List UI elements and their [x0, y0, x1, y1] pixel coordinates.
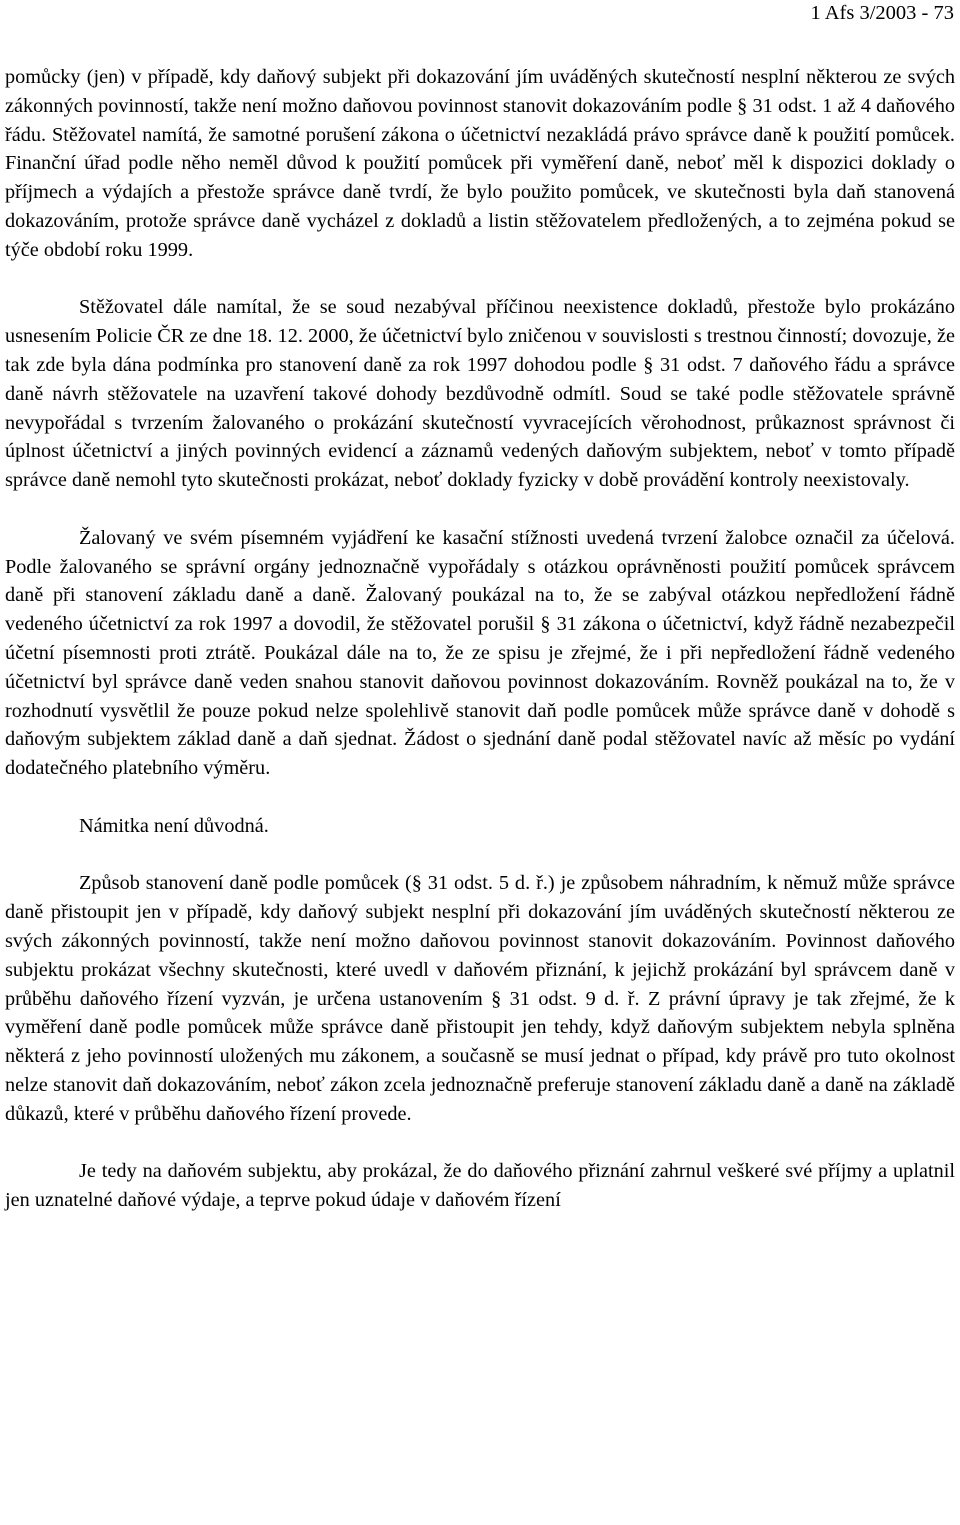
paragraph-1-continuation: pomůcky (jen) v případě, kdy daňový subjekt při dokazování jím uváděných skutečností nesplní některou ze svých zákonných povinností, takže není možno daňovou povinnost stanovit dokazováním podle § 31 odst. 1 až 4 daňového řádu. Stěžovatel namítá, že samotné porušení zákona o účetnictví nezakládá právo správce daně k použití pomůcek. Finanční úřad podle něho neměl důvod k použití pomůcek při vyměření daně, neboť měl k dispozici doklady o příjmech a výdajích a přestože správce daně tvrdí, že bylo použito pomůcek, ve skutečnosti byla daň stanovená dokazováním, protože správce daně vycházel z dokladů a listin stěžovatelem předložených, a to zejména pokud se týče období roku 1999. [5, 66, 955, 261]
paragraph-gap [5, 841, 955, 870]
paragraph-3-respondent-statement: Žalovaný ve svém písemném vyjádření ke kasační stížnosti uvedená tvrzení žalobce označil za účelová. Podle žalovaného se správní orgány jednoznačně vypořádaly s otázkou oprávněnosti použití pomůcek správcem daně při stanovení základu daně a daně. Žalovaný poukázal na to, že se zabýval otázkou nepředložení řádně vedeného účetnictví za rok 1997 a dovodil, že stěžovatel porušil § 31 zákona o účetnictví, když řádně nezabezpečil účetní písemnosti proti ztrátě. Poukázal dále na to, že ze spisu je zřejmé, že i při nepředložení řádně vedeného účetnictví byl správce daně veden snahou stanovit daňovou povinnost dokazováním. Rovněž poukázal na to, že v rozhodnutí vysvětlil že pouze pokud nelze spolehlivě stanovit daň podle pomůcek může správce daně v dohodě s daňovým subjektem základ daně a daň sjednat. Žádost o sjednání daně podal stěžovatel navíc až měsíc po vydání dodatečného platebního výměru. [5, 526, 955, 780]
paragraph-gap [5, 265, 955, 294]
paragraph-gap [5, 1128, 955, 1157]
document-body [5, 63, 955, 1215]
paragraph-6-burden-of-proof: Je tedy na daňovém subjektu, aby prokázal, že do daňového přiznání zahrnul veškeré své příjmy a uplatnil jen uznatelné daňové výdaje, a teprve pokud údaje v daňovém řízení [5, 1160, 955, 1212]
paragraph-2-complaint: Stěžovatel dále namítal, že se soud nezabýval příčinou neexistence dokladů, přestože bylo prokázáno usnesením Policie ČR ze dne 18. 12. 2000, že účetnictví bylo zničenou v souvislosti s trestnou činností; dovozuje, že tak zde byla dána podmínka pro stanovení daně za rok 1997 dohodou podle § 31 odst. 7 daňového řádu a správce daně návrh stěžovatele na uzavření takové dohody bezdůvodně odmítl. Soud se také podle stěžovatele správně nevypořádal s tvrzením žalovaného o prokázání skutečností vyvracejících věrohodnost, průkaznost správnost či úplnost účetnictví a jiných povinných evidencí a záznamů vedených daňovým subjektem, neboť v tomto případě správce daně nemohl tyto skutečnosti prokázat, neboť doklady fyzicky v době provádění kontroly neexistovaly. [5, 296, 955, 492]
paragraph-4-objection-verdict: Námitka není důvodná. [79, 814, 269, 837]
paragraph-gap [5, 783, 955, 812]
page-header-case-reference: 1 Afs 3/2003 - 73 [810, 2, 954, 24]
paragraph-gap [5, 495, 955, 524]
paragraph-5-assessment-method: Způsob stanovení daně podle pomůcek (§ 31 odst. 5 d. ř.) je způsobem náhradním, k němuž může správce daně přistoupit jen v případě, kdy daňový subjekt nesplní při dokazování jím uváděných skutečností některou ze svých zákonných povinností, takže není možno daňovou povinnost stanovit dokazováním. Povinnost daňového subjektu prokázat všechny skutečnosti, které uvedl v daňovém přiznání, k jejichž prokázání byl správcem daně v průběhu daňového řízení vyzván, je určena ustanovením § 31 odst. 9 d. ř. Z právní úpravy je tak zřejmé, že k vyměření daně podle pomůcek může správce daně přistoupit jen tehdy, když daňovým subjektem nebyla splněna některá z jeho povinností uložených mu zákonem, a současně se musí jednat o případ, kdy právě pro tuto okolnost nelze stanovit daň dokazováním, neboť zákon zcela jednoznačně preferuje stanovení základu daně a daně na základě důkazů, které v průběhu daňového řízení provede. [5, 872, 955, 1125]
